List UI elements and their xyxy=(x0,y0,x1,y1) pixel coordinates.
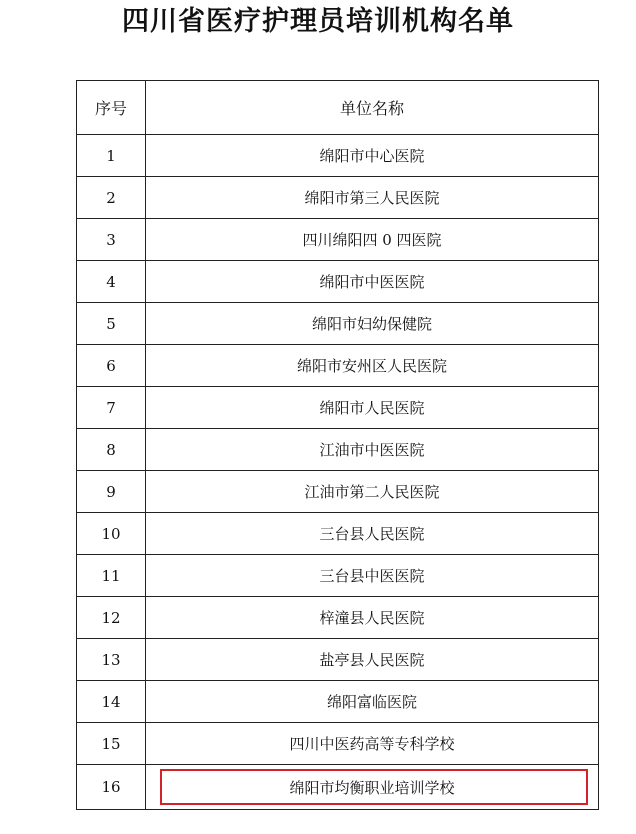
institution-name: 江油市第二人民医院 xyxy=(146,471,599,513)
institution-name: 三台县中医医院 xyxy=(146,555,599,597)
table-row xyxy=(77,471,599,513)
institution-name: 绵阳市第三人民医院 xyxy=(146,177,599,219)
row-index: 7 xyxy=(77,387,146,429)
institution-name: 绵阳市均衡职业培训学校 xyxy=(289,778,455,797)
institution-name: 四川绵阳四 0 四医院 xyxy=(146,219,599,261)
table-row xyxy=(77,303,599,345)
row-index: 5 xyxy=(77,303,146,345)
row-index: 16 xyxy=(77,765,146,810)
column-header-index: 序号 xyxy=(77,81,146,135)
institution-name: 绵阳市中医医院 xyxy=(146,261,599,303)
row-index: 15 xyxy=(77,723,146,765)
table-row xyxy=(77,723,599,765)
row-index: 11 xyxy=(77,555,146,597)
page-title: 四川省医疗护理员培训机构名单 xyxy=(122,6,514,37)
table-row xyxy=(77,555,599,597)
table-row xyxy=(77,261,599,303)
row-index: 12 xyxy=(77,597,146,639)
row-index: 4 xyxy=(77,261,146,303)
table-row xyxy=(77,639,599,681)
table-row xyxy=(77,219,599,261)
institution-name: 三台县人民医院 xyxy=(146,513,599,555)
table-row xyxy=(77,135,599,177)
institution-name: 江油市中医医院 xyxy=(146,429,599,471)
row-index: 2 xyxy=(77,177,146,219)
table-row xyxy=(77,429,599,471)
table-row xyxy=(77,345,599,387)
institution-name: 绵阳富临医院 xyxy=(146,681,599,723)
institution-name: 四川中医药高等专科学校 xyxy=(146,723,599,765)
row-index: 13 xyxy=(77,639,146,681)
table-row xyxy=(77,681,599,723)
institution-name-cell xyxy=(146,765,599,810)
table-row-highlighted xyxy=(77,765,599,810)
institution-name: 绵阳市人民医院 xyxy=(146,387,599,429)
institution-name: 绵阳市妇幼保健院 xyxy=(146,303,599,345)
institution-name: 绵阳市安州区人民医院 xyxy=(146,345,599,387)
row-index: 6 xyxy=(77,345,146,387)
row-index: 3 xyxy=(77,219,146,261)
row-index: 9 xyxy=(77,471,146,513)
institution-name: 绵阳市中心医院 xyxy=(146,135,599,177)
table-row xyxy=(77,597,599,639)
table-header-row xyxy=(77,81,599,135)
row-index: 8 xyxy=(77,429,146,471)
table-row xyxy=(77,513,599,555)
column-header-name: 单位名称 xyxy=(146,81,599,135)
institution-name: 盐亭县人民医院 xyxy=(146,639,599,681)
row-index: 14 xyxy=(77,681,146,723)
row-index: 1 xyxy=(77,135,146,177)
institution-table xyxy=(76,80,599,810)
table-row xyxy=(77,177,599,219)
table-row xyxy=(77,387,599,429)
institution-name: 梓潼县人民医院 xyxy=(146,597,599,639)
row-index: 10 xyxy=(77,513,146,555)
